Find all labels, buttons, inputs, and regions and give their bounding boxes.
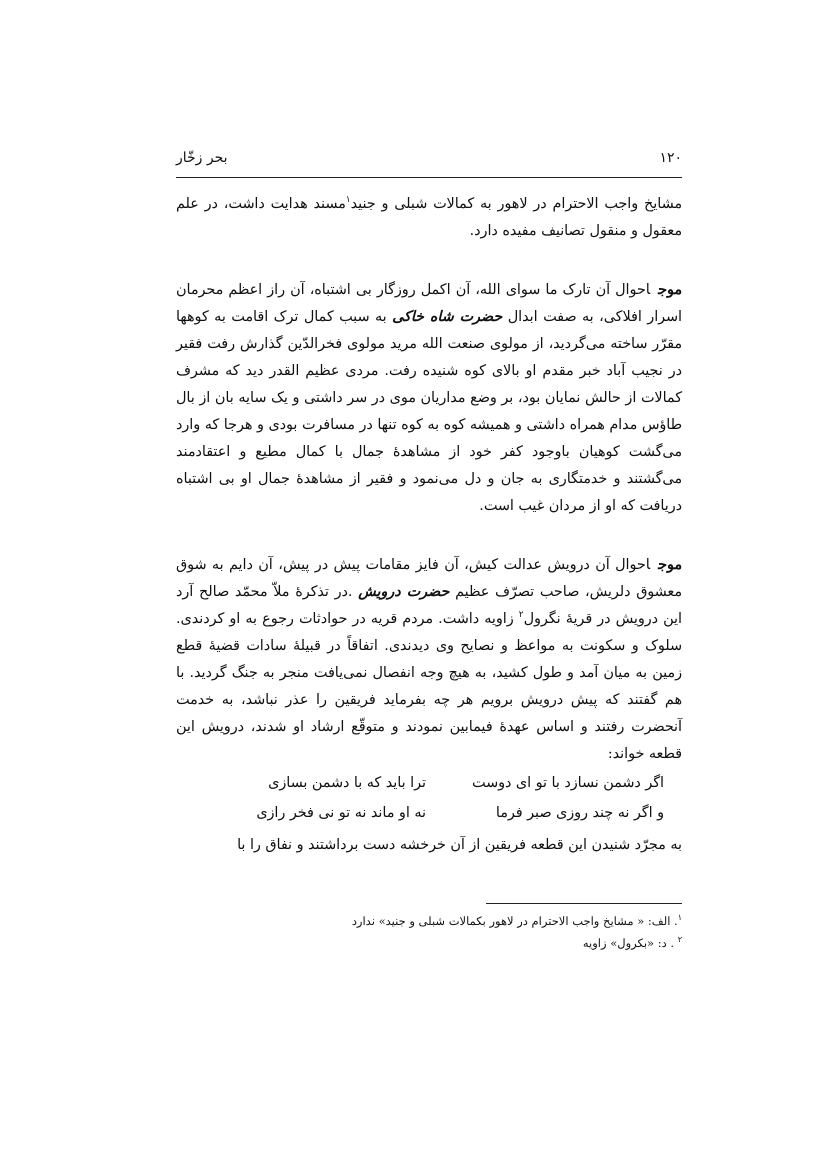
paragraph-3-text-b: .در تذکرهٔ ملاّ محمّد صالح آرد این درویش در قریهٔ نگرول — [176, 584, 682, 627]
verse-second-hemistich: نه او ماند نه تو نی فخر رازی — [256, 804, 426, 821]
running-header — [176, 150, 682, 172]
paragraph-1-rest: مسند هدایت داشت، در علم معقول و منقول تصانیف مفیده دارد. — [176, 196, 682, 239]
paragraph-2-text-a: احوال آن تارک ما سوای الله، آن اکمل روزگار بی اشتباه، آن راز اعظم محرمان اسرار افلاکی، به صفت ابدال — [176, 282, 683, 325]
book-title: بحر زخّار — [176, 150, 228, 166]
paragraph-4: به مجرّد شنیدن این قطعه فریقین از آن خرخشه دست برداشتند و نفاق را با — [237, 837, 682, 853]
footnotes — [176, 910, 682, 954]
footnote-ref-1: ۱ — [345, 195, 351, 206]
header-rule — [176, 177, 682, 178]
verse-first-hemistich: و اگر نه چند روزی صبر فرما — [495, 804, 664, 821]
verse-row — [176, 768, 664, 798]
paragraph-3-text-c: زاویه داشت. مردم قریه در حوادثات رجوع به او کردندی. سلوک و سکونت به مواعظ و نصایح وی دیدندی. اتفاقاً در قبیلهٔ سادات قضیهٔ قطع زمین به میان آمد و طول کشید، به هیچ وجه انفصال نمی‌یافت منجر به جنگ گردید. با هم گفتند که پیش درویش برویم هر چه بفرماید فریقین را عذر نباشد، به خدمت آنحضرت رفتند و اساس عهدهٔ فیمابین نمودند و متوقّع ارشاد او شدند، درویش این قطعه خواند: — [176, 611, 682, 762]
footnote-1 — [176, 910, 682, 932]
verse-second-hemistich: ترا باید که با دشمن بسازی — [268, 774, 426, 791]
paragraph-gap — [176, 520, 682, 552]
mawj-label: موج — [658, 557, 682, 573]
paragraph-2-text-b: به سبب کمال ترک اقامت به کوهها مقرّر ساخته می‌گردید، از مولوی صنعت الله مرید مولوی فخرالدّین گذارش رفت فقیر در نجیب آباد خبر مقدم او بالای کوه شنیده رفت. مردی عظیم القدر دید که مشرف کمالات از حالش نمایان بود، بر وضع مداریان موی در سر داشتی و یک سایه بان از بال طاؤس مدام همراه داشتی و همیشه کوه به کوه تنها در مسافرت بودی و هرجا که وارد می‌گشت کوهیان باوجود کفر خود از مشاهدهٔ جمال با کمال مطیع و اعتقادمند می‌گشتند و خدمتگاری به جان و دل می‌نمود و فقیر از مشاهدهٔ جمال او بی اشتباه دریافت که او از مردان غیب است. — [176, 309, 682, 514]
saint-name-shah-khaki: حضرت شاه خاکی — [392, 309, 503, 325]
footnote-2 — [176, 932, 682, 954]
verse-first-hemistich: اگر دشمن نسازد با تو ای دوست — [472, 774, 664, 791]
footnote-number: ۲ — [677, 935, 682, 945]
paragraph-1-text: مشایخ واجب الاحترام در لاهور به کمالات شبلی و جنید — [350, 196, 682, 212]
paragraph-1 — [176, 191, 682, 245]
paragraph-3-text-a: احوال آن درویش عدالت کیش، آن فایز مقامات پیش در پیش، آن دایم به شوق معشوق دلریش، صاحب تصرّف عظیم — [176, 557, 682, 600]
paragraph-3 — [176, 552, 682, 768]
footnote-text: . الف: « مشایخ واجب الاحترام در لاهور بکمالات شبلی و جنید» ندارد — [351, 914, 678, 928]
saint-name-darvish: حضرت درویش — [358, 584, 450, 600]
verse-row — [176, 798, 664, 828]
verse-block — [176, 768, 682, 828]
footnote-number: ۱ — [677, 913, 682, 923]
paragraph-2 — [176, 277, 682, 520]
footnote-text: . د: «بکرول» زاویه — [582, 936, 678, 950]
page-number: ۱۲۰ — [659, 150, 682, 166]
footnote-rule — [486, 903, 682, 904]
paragraph-gap — [176, 245, 682, 277]
body-text — [176, 191, 682, 859]
mawj-label: موج — [658, 282, 682, 298]
footnote-ref-2: ۲ — [518, 610, 524, 621]
